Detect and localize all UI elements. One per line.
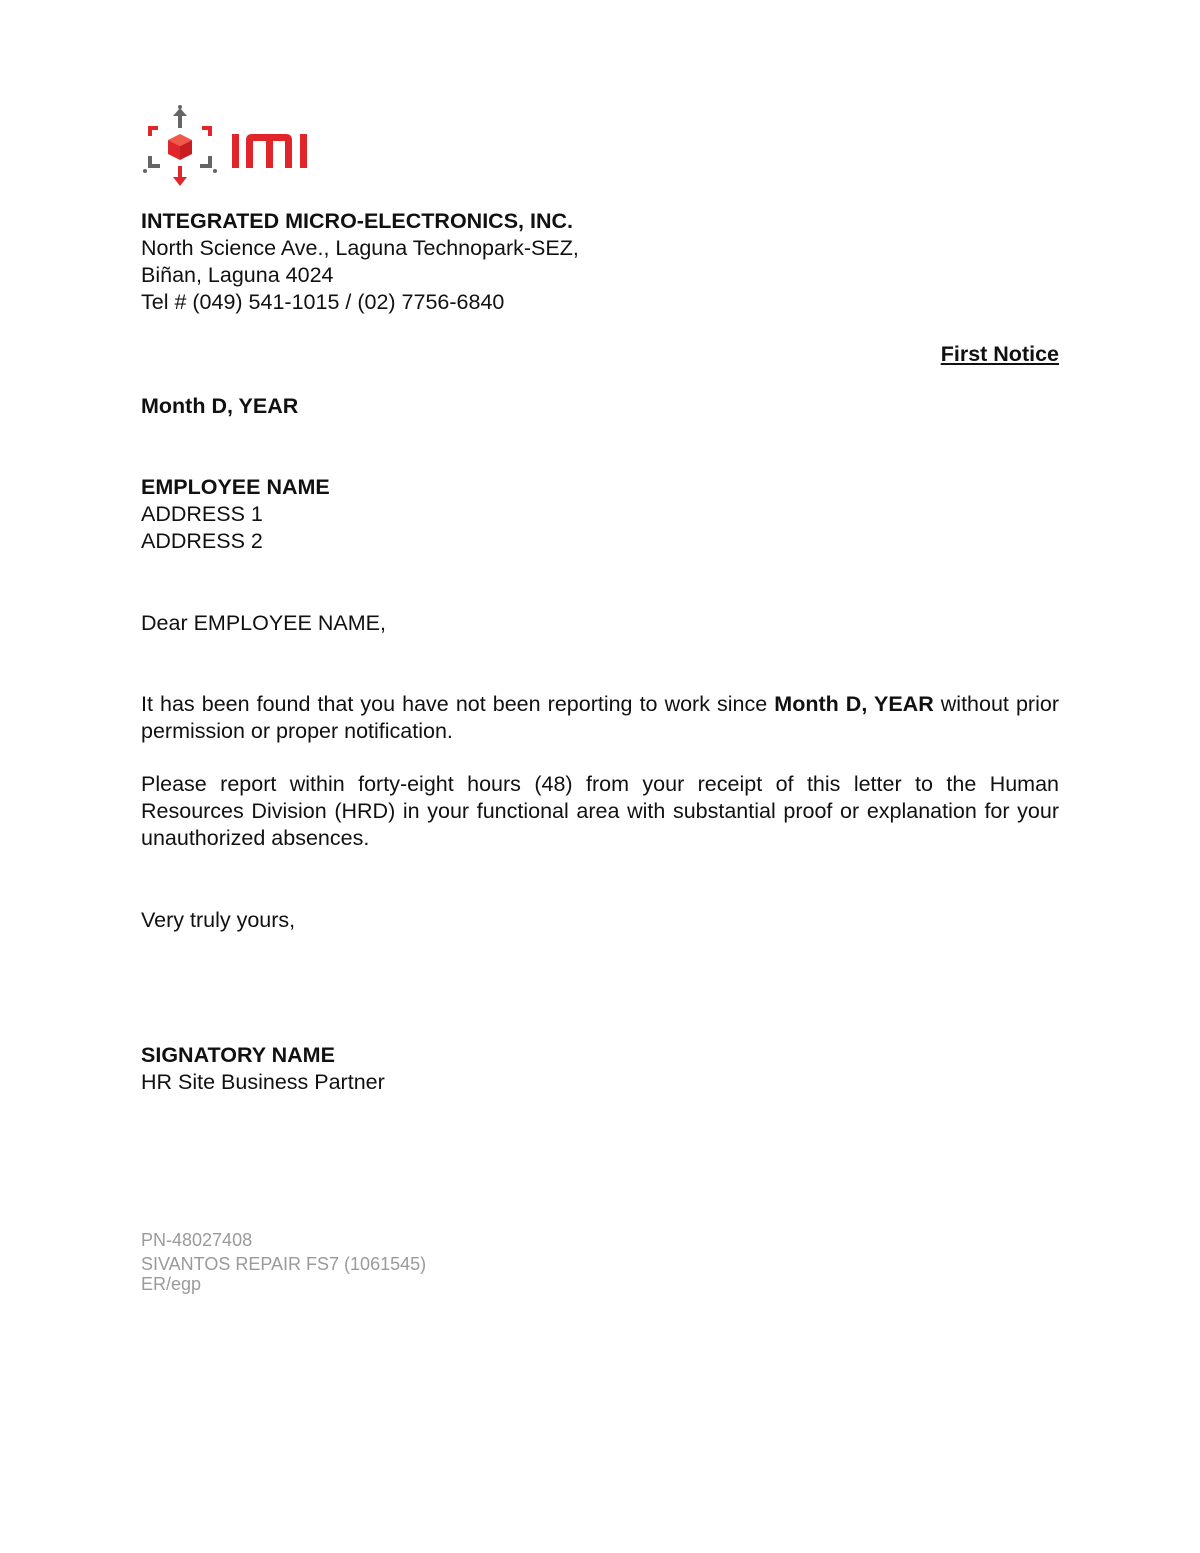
signature-block <box>141 1042 385 1096</box>
company-name: INTEGRATED MICRO-ELECTRONICS, INC. <box>141 209 573 233</box>
closing: Very truly yours, <box>141 908 296 932</box>
imi-logo-icon <box>140 104 320 190</box>
company-address-2: Biñan, Laguna 4024 <box>141 263 334 287</box>
body-paragraph-2: Please report within forty-eight hours (48) from your receipt of this letter to the Human Resources Division (HRD) in your functional area with substantial proof or explanation for your unauthorized absences. <box>141 772 1059 850</box>
footer-initials: ER/egp <box>141 1274 202 1294</box>
company-letterhead <box>141 208 579 316</box>
salutation: Dear EMPLOYEE NAME, <box>141 611 386 635</box>
body-paragraph-1 <box>141 691 1059 745</box>
p1-end: without prior permission or proper notification. <box>141 692 1059 743</box>
recipient-address-1: ADDRESS 1 <box>141 502 263 526</box>
letter-date: Month D, YEAR <box>141 394 299 418</box>
company-logo <box>140 104 320 190</box>
p1-date: Month D, YEAR <box>774 692 934 716</box>
company-address-1: North Science Ave., Laguna Technopark-SEZ, <box>141 236 579 260</box>
signatory-name: SIGNATORY NAME <box>141 1043 335 1067</box>
recipient-block <box>141 474 330 555</box>
footer-reference <box>141 1229 426 1296</box>
footer-pn: PN-48027408 <box>141 1230 253 1250</box>
p1-start: It has been found that you have not been reporting to work since <box>141 692 775 716</box>
notice-text: First Notice <box>940 342 1059 366</box>
notice-label <box>941 341 1059 368</box>
company-telephone: Tel # (049) 541-1015 / (02) 7756-6840 <box>141 290 505 314</box>
footer-ref: SIVANTOS REPAIR FS7 (1061545) <box>141 1254 427 1274</box>
recipient-address-2: ADDRESS 2 <box>141 529 263 553</box>
recipient-name: EMPLOYEE NAME <box>141 475 330 499</box>
signatory-title: HR Site Business Partner <box>141 1070 385 1094</box>
